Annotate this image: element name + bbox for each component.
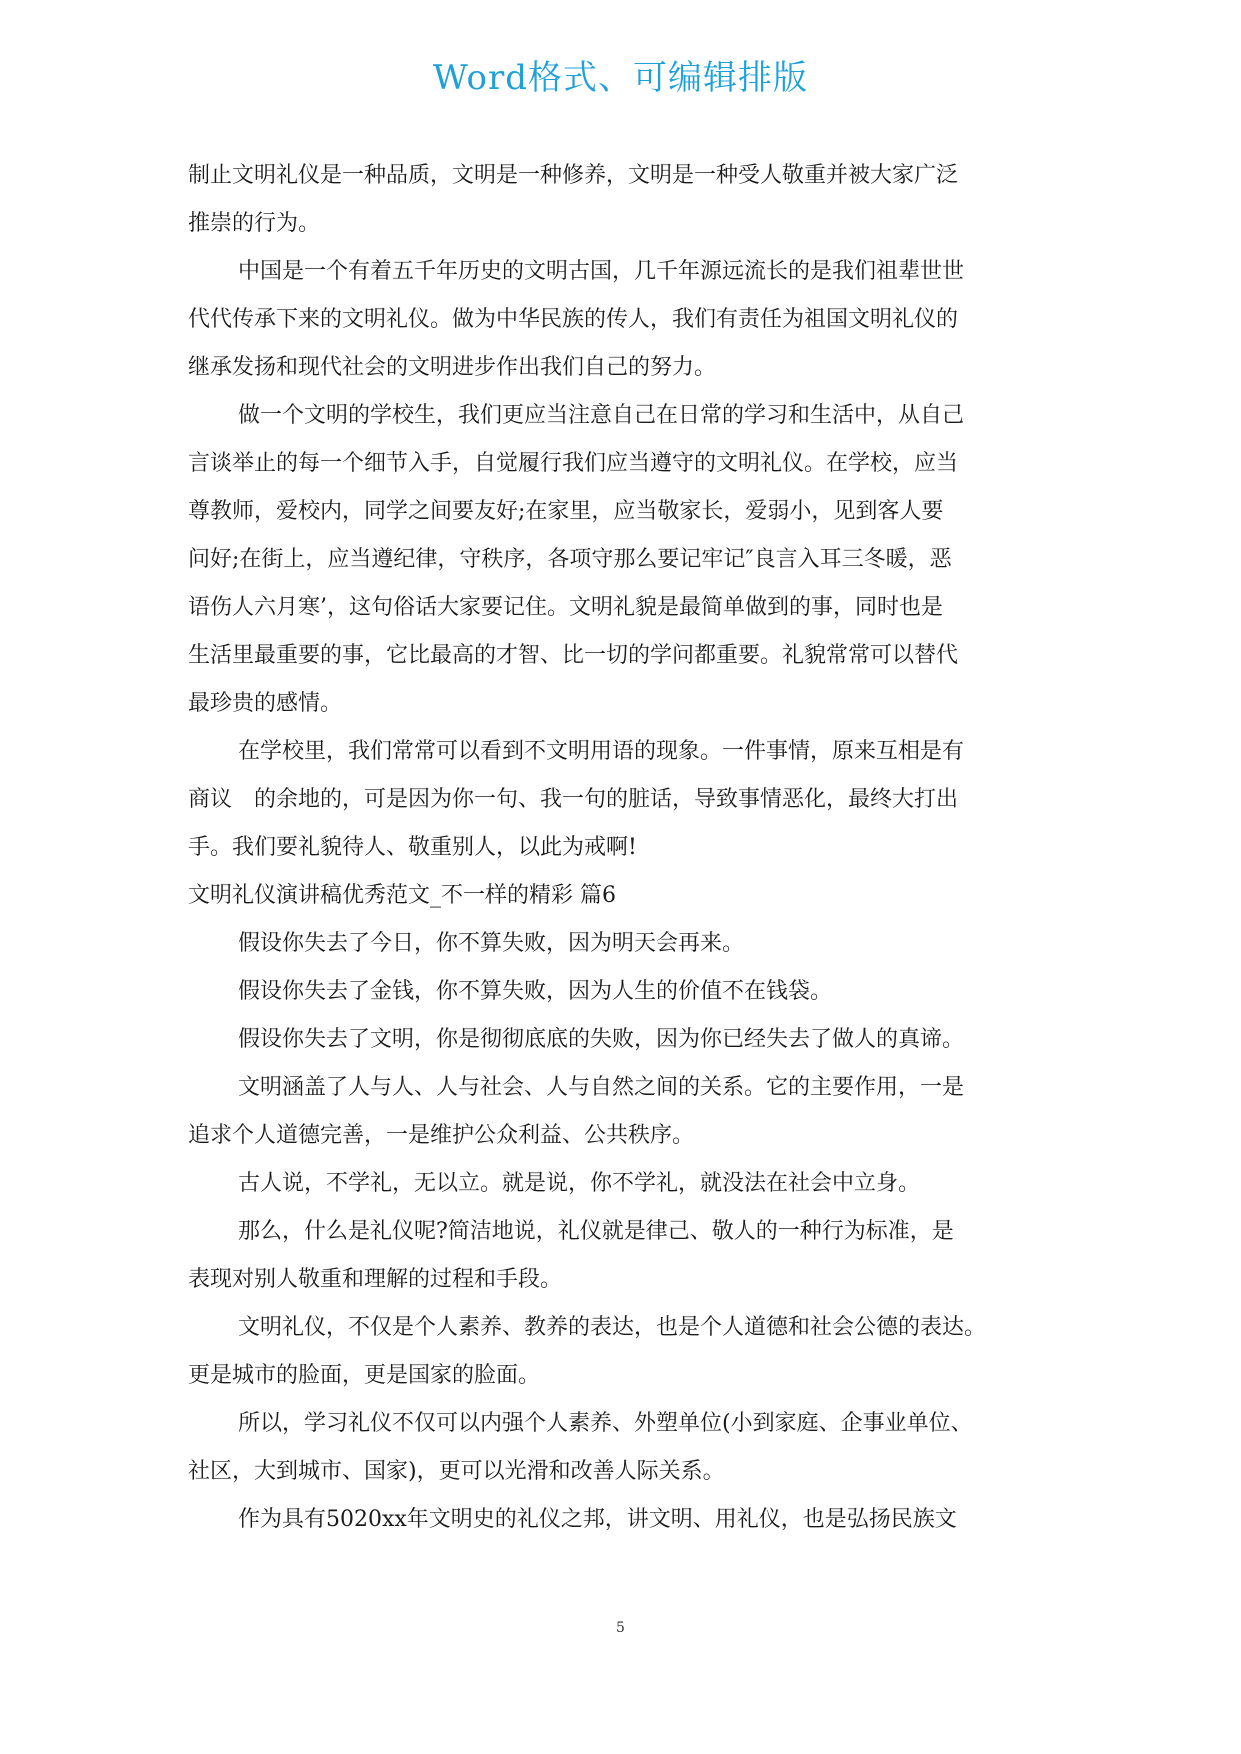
text-line: 制止文明礼仪是一种品质，文明是一种修养，文明是一种受人敬重并被大家广泛 — [188, 163, 959, 188]
text-line: 代代传承下来的文明礼仪。做为中华民族的传人，我们有责任为祖国文明礼仪的 — [188, 307, 959, 332]
text-line: 古人说，不学礼，无以立。就是说，你不学礼，就没法在社会中立身。 — [238, 1171, 921, 1196]
text-line: 文明涵盖了人与人、人与社会、人与自然之间的关系。它的主要作用，一是 — [238, 1075, 965, 1100]
text-line: 追求个人道德完善，一是维护公众利益、公共秩序。 — [188, 1123, 695, 1148]
text-line: 生活里最重要的事，它比最高的才智、比一切的学问都重要。礼貌常常可以替代 — [188, 643, 959, 668]
text-line: 推崇的行为。 — [188, 211, 321, 236]
text-line: 在学校里，我们常常可以看到不文明用语的现象。一件事情，原来互相是有 — [238, 739, 965, 764]
text-line: 假设你失去了金钱，你不算失败，因为人生的价值不在钱袋。 — [238, 979, 833, 1004]
text-line: 手。我们要礼貌待人、敬重别人，以此为戒啊! — [188, 835, 637, 860]
text-line: 商议 的余地的，可是因为你一句、我一句的脏话，导致事情恶化，最终大打出 — [188, 787, 959, 812]
text-line: 文明礼仪，不仅是个人素养、教养的表达，也是个人道德和社会公德的表达。 — [238, 1315, 987, 1340]
text-line: 假设你失去了今日，你不算失败，因为明天会再来。 — [238, 931, 745, 956]
text-line: 问好;在街上，应当遵纪律，守秩序，各项守那么要记牢记″良言入耳三冬暖，恶 — [188, 547, 952, 572]
text-line: 语伤人六月寒’，这句俗话大家要记住。文明礼貌是最简单做到的事，同时也是 — [188, 595, 943, 620]
text-line: 更是城市的脸面，更是国家的脸面。 — [188, 1363, 541, 1388]
text-line: 作为具有5020xx年文明史的礼仪之邦，讲文明、用礼仪，也是弘扬民族文 — [238, 1507, 957, 1532]
page-header-title: Word格式、可编辑排版 — [432, 58, 809, 98]
page-number: 5 — [616, 1620, 625, 1636]
text-line: 文明礼仪演讲稿优秀范文_不一样的精彩 篇6 — [188, 883, 616, 908]
text-line: 那么，什么是礼仪呢?简洁地说，礼仪就是律己、敬人的一种行为标准，是 — [238, 1219, 954, 1244]
text-line: 所以，学习礼仪不仅可以内强个人素养、外塑单位(小到家庭、企事业单位、 — [238, 1411, 973, 1436]
text-line: 继承发扬和现代社会的文明进步作出我们自己的努力。 — [188, 355, 717, 380]
document-body — [188, 152, 1058, 1544]
text-line: 最珍贵的感情。 — [188, 691, 343, 716]
text-line: 社区，大到城市、国家)，更可以光滑和改善人际关系。 — [188, 1459, 725, 1484]
text-line: 做一个文明的学校生，我们更应当注意自己在日常的学习和生活中，从自己 — [238, 403, 965, 428]
text-line: 中国是一个有着五千年历史的文明古国，几千年源远流长的是我们祖辈世世 — [238, 259, 965, 284]
text-line: 假设你失去了文明，你是彻彻底底的失败，因为你已经失去了做人的真谛。 — [238, 1027, 965, 1052]
text-line: 言谈举止的每一个细节入手，自觉履行我们应当遵守的文明礼仪。在学校，应当 — [188, 451, 959, 476]
text-line: 表现对别人敬重和理解的过程和手段。 — [188, 1267, 563, 1292]
text-line: 尊教师，爱校内，同学之间要友好;在家里，应当敬家长，爱弱小，见到客人要 — [188, 499, 944, 524]
